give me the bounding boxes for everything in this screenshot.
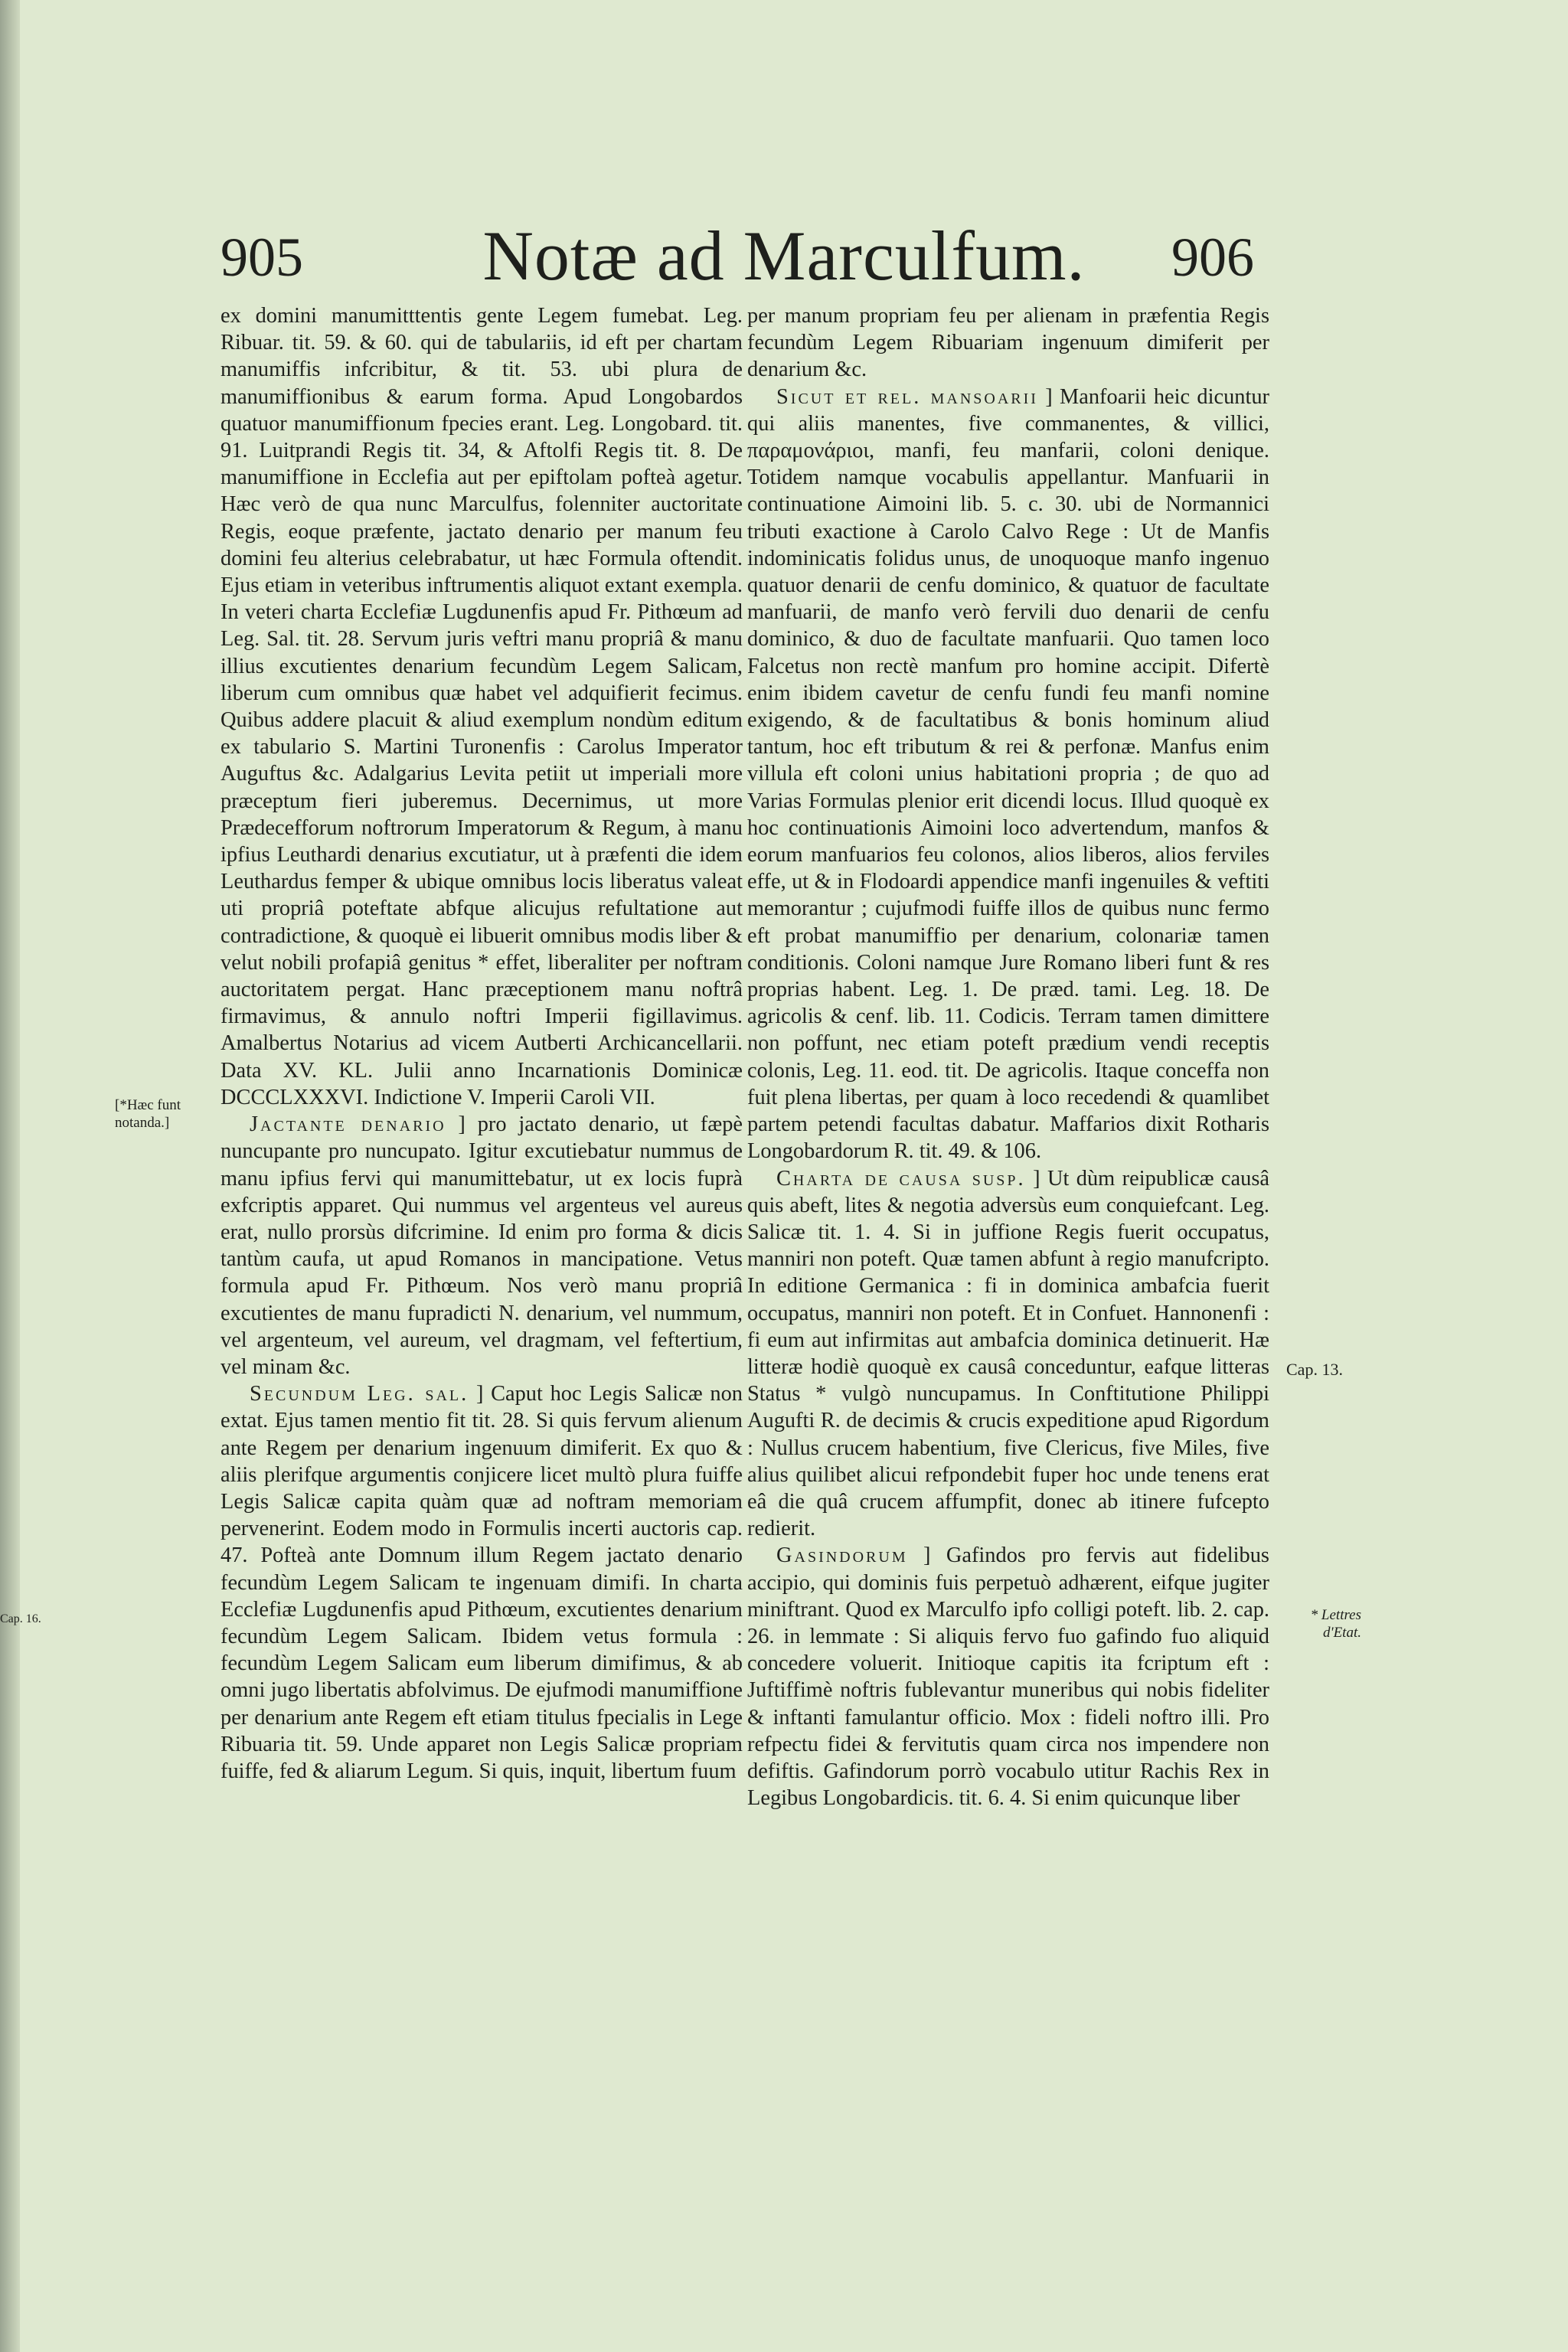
right-paragraph-1: per manum propriam feu per alienam in præfentia Regis fecundùm Legem Ribuariam ingenuum dimiferit per denarium &c. <box>747 304 1269 382</box>
lemma-jactante-denario: Jactante denario <box>250 1112 446 1137</box>
right-paragraph-3-text: ] Ut dùm reipublicæ causâ quis abeft, lites & negotia adversùs eum conquiefcant. Leg. Salicæ tit. 1. 4. Si in juffione Regis fuerit occupatus, manniri non poteft. Quæ tamen abfunt à regio manufcripto. In editione Germanica : fi in dominica ambafcia fuerit occupatus, manniri non poteft. Et in Confuet. Hannonenfi : fi eum aut infirmitas aut ambafcia dominica detinuerit. Hæ litteræ hodiè quoquè ex causâ conceduntur, eafque litteras Status * vulgò nuncupamus. In Conftitutione Philippi Augufti R. de decimis & crucis expeditione apud Rigordum : Nullus crucem habentium, five Clericus, five Miles, five alius quilibet alicui refpondebit fuper hoc unde tenens erat eâ die quâ crucem affumpfit, donec ab itinere fufcepto redierit. <box>747 1166 1269 1541</box>
page-title: Notæ ad Marculfum. <box>482 217 1086 295</box>
page-number-right: 906 <box>1171 227 1254 288</box>
left-paragraph-2-text: ] pro jactato denario, ut fæpè nuncupante pro nuncupato. Igitur excutiebatur nummus de manu ipfius fervi qui manumittebatur, ut ex locis fuprà exfcriptis apparet. Qui nummus vel argenteus vel aureus erat, nullo prorsùs difcrimine. Id enim pro forma & dicis tantùm caufa, ut apud Romanos in mancipatione. Vetus formula apud Fr. Pithœum. Nos verò manu propriâ excutientes de manu fupradicti N. denarium, vel nummum, vel argenteum, vel aureum, vel dragmam, vel feftertium, vel minam &c. <box>220 1112 743 1379</box>
page-gutter-shadow <box>0 0 20 2352</box>
page-number-left: 905 <box>220 227 303 288</box>
right-paragraph-2 <box>747 384 1269 1165</box>
left-paragraph-1: ex domini manumitttentis gente Legem fumebat. Leg. Ribuar. tit. 59. & 60. qui de tabulariis, id eft per chartam manumiffis infcribitur, & tit. 53. ubi plura de manumiffionibus & earum forma. Apud Longobardos quatuor manumiffionum fpecies erant. Leg. Longobard. tit. 91. Luitprandi Regis tit. 34, & Aftolfi Regis tit. 8. De manumiffione in Ecclefia aut per epiftolam pofteà agetur. Hæc verò de qua nunc Marculfus, folenniter auctoritate Regis, eoque præfente, jactato denario per manum feu domini feu alterius celebrabatur, ut hæc Formula oftendit. Ejus etiam in veteribus inftrumentis aliquot extant exempla. In veteri charta Ecclefiæ Lugdunenfis apud Fr. Pithœum ad Leg. Sal. tit. 28. Servum juris veftri manu propriâ & manu illius excutientes denarium fecundùm Legem Salicam, liberum cum omnibus quæ habet vel adquifierit fecimus. Quibus addere placuit & aliud exemplum nondùm editum ex tabulario S. Martini Turonenfis : Carolus Imperator Auguftus &c. Adalgarius Levita petiit ut imperiali more præceptum fieri juberemus. Decernimus, ut more Prædecefforum noftrorum Imperatorum & Regum, à manu ipfius Leuthardi denarius excutiatur, ut à præfenti die idem Leuthardus femper & ubique omnibus locis liberatus valeat uti propriâ poteftate abfque alicujus refultatione aut contradictione, & quoquè ei libuerit omnibus modis liber & velut nobili profapiâ genitus * effet, liberaliter per noftram auctoritatem pergat. Hanc præceptionem manu noftrâ firmavimus, & annulo noftri Imperii figillavimus. Amalbertus Notarius ad vicem Autberti Archicancellarii. Data XV. KL. Julii anno Incarnationis Dominicæ DCCCLXXXVI. Indictione V. Imperii Caroli VII. <box>220 304 743 1109</box>
left-paragraph-3-text: ] Caput hoc Legis Salicæ non extat. Ejus tamen mentio fit tit. 28. Si quis fervum alienum ante Regem per denarium ingenuum dimiferit. Ex quo & aliis plerifque argumentis conjicere licet multò plura fuiffe Legis Salicæ capita quàm quæ ad noftram memoriam pervenerint. Eodem modo in Formulis incerti auctoris cap. 47. Pofteà ante Domnum illum Regem jactato denario fecundùm Legem Salicam te ingenuam dimifi. In charta Ecclefiæ Lugdunenfis apud Pithœum, excutientes denarium fecundùm Legem Salicam. Ibidem vetus formula : fecundùm Legem Salicam eum liberum dimifimus, & ab omni jugo libertatis abfolvimus. De ejufmodi manumiffione per denarium ante Regem eft etiam titulus fpecialis in Lege Ribuaria tit. 59. Unde apparet non Legis Salicæ propriam fuiffe, fed & aliarum Legum. Si quis, inquit, libertum fuum <box>220 1382 743 1783</box>
right-paragraph-4 <box>747 1542 1269 1811</box>
left-paragraph-3 <box>220 1380 743 1785</box>
left-column <box>220 302 743 1785</box>
left-paragraph-2 <box>220 1111 743 1380</box>
margin-note-lettres-detat: * Lettres d'Etat. <box>1310 1607 1361 1641</box>
margin-note-haec-funt: [*Hæc funt notanda.] <box>115 1097 181 1131</box>
lemma-charta-de-causa-susp: Charta de causa susp. <box>776 1166 1026 1191</box>
margin-note-cap-right: Cap. 13. <box>1286 1360 1343 1379</box>
lemma-sicut-et-rel-mansoarii: Sicut et rel. mansoarii <box>776 384 1038 409</box>
lemma-gasindorum: Gasindorum <box>776 1544 908 1568</box>
right-paragraph-2-text: ] Manfoarii heic dicuntur qui aliis manentes, five commanentes, & villici, παραμονάριοι, manfi, feu manfarii, coloni denique. Totidem namque vocabulis appellantur. Manfuarii in continuatione Aimoini lib. 5. c. 30. ubi de Normannici tributi exactione à Carolo Calvo Rege : Ut de Manfis indominicatis folidus unus, de unoquoque manfo ingenuo quatuor denarii de cenfu dominico, & quatuor de facultate manfuarii, de manfo verò fervili duo denarii de cenfu dominico, & duo de facultate manfuarii. Quo tamen loco Falcetus non rectè manfum pro homine accipit. Difertè enim ibidem cavetur de cenfu fundi feu manfi nomine exigendo, & de facultatibus & bonis hominum aliud tantum, hoc eft tributum & rei & perfonæ. Manfus enim villula eft coloni unius habitationi propria ; de quo ad Varias Formulas plenior erit dicendi locus. Illud quoquè ex hoc continuationis Aimoini loco advertendum, manfos & eorum manfuarios feu colonos, alios liberos, alios ferviles effe, ut & in Flodoardi appendice manfi ingenuiles & veftiti memorantur ; cujufmodi fuiffe illos de quibus nunc fermo eft probat manumiffio per denarium, colonariæ tamen conditionis. Coloni namque Jure Romano liberi funt & res proprias habent. Leg. 1. De præd. tami. Leg. 18. De agricolis & cenf. lib. 11. Codicis. Terram tamen dimittere non poffunt, nec etiam poteft prædium vendi receptis colonis, Leg. 11. eod. tit. De agricolis. Itaque conceffa non fuit plena libertas, per quam à loco recedendi & quamlibet partem petendi facultas dabatur. Maffarios dixit Rotharis Longobardorum R. tit. 49. & 106. <box>747 384 1270 1164</box>
right-paragraph-4-text: ] Gafindos pro fervis aut fidelibus accipio, qui dominis fuis perpetuò adhærent, eifque jugiter miniftrant. Quod ex Marculfo ipfo colligi poteft. lib. 2. cap. 26. in lemmate : Si aliquis fervo fuo gafindo fuo aliquid concedere voluerit. Initioque capitis ita fcriptum eft : Juftiffimè noftris fublevantur muneribus qui nobis fideliter & inftanti famulantur officio. Mox : fideli noftro illi. Pro refpectu fidei & fervitutis quam circa nos impendere non defiftis. Gafindorum porrò vocabulo utitur Rachis Rex in Legibus Longobardicis. tit. 6. 4. Si enim quicunque liber <box>747 1544 1269 1811</box>
lemma-secundum-leg-sal: Secundum Leg. sal. <box>250 1382 469 1406</box>
right-paragraph-3 <box>747 1165 1269 1543</box>
page-header <box>0 211 1568 295</box>
right-column <box>747 302 1269 1811</box>
margin-note-cap-left: Cap. 16. <box>0 1612 41 1625</box>
